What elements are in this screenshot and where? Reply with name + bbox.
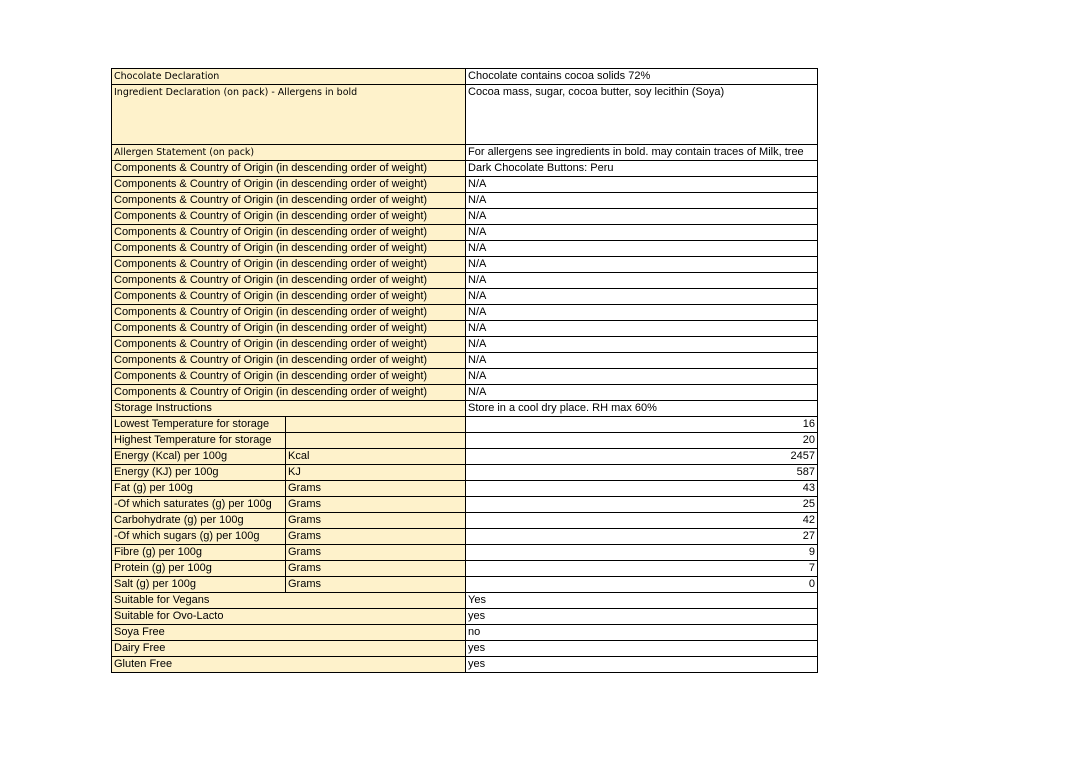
component-row-value: N/A (466, 225, 818, 241)
nutrition-row (112, 545, 818, 561)
storage-row-value: Store in a cool dry place. RH max 60% (466, 401, 818, 417)
component-row (112, 385, 818, 401)
storage-row (112, 401, 818, 417)
nutrition-row (112, 497, 818, 513)
suitability-row (112, 625, 818, 641)
component-row-value: Dark Chocolate Buttons: Peru (466, 161, 818, 177)
component-row (112, 305, 818, 321)
nutrition-row-label: Carbohydrate (g) per 100g (112, 513, 286, 529)
nutrition-row-label: -Of which sugars (g) per 100g (112, 529, 286, 545)
specification-table-body (112, 69, 818, 673)
component-row-label: Components & Country of Origin (in descending order of weight) (112, 225, 466, 241)
nutrition-row-value: 587 (466, 465, 818, 481)
component-row-value: N/A (466, 273, 818, 289)
nutrition-row-label: Energy (Kcal) per 100g (112, 449, 286, 465)
suitability-row-label: Suitable for Vegans (112, 593, 466, 609)
component-row (112, 337, 818, 353)
nutrition-row-value: 25 (466, 497, 818, 513)
nutrition-row-label: Protein (g) per 100g (112, 561, 286, 577)
temperature-row-unit (286, 417, 466, 433)
suitability-row-value: yes (466, 657, 818, 673)
component-row (112, 225, 818, 241)
header-row-value: Chocolate contains cocoa solids 72% (466, 69, 818, 85)
temperature-row (112, 417, 818, 433)
nutrition-row-value: 27 (466, 529, 818, 545)
suitability-row-label: Gluten Free (112, 657, 466, 673)
nutrition-row-value: 9 (466, 545, 818, 561)
nutrition-row-value: 7 (466, 561, 818, 577)
suitability-row-value: Yes (466, 593, 818, 609)
temperature-row-value: 20 (466, 433, 818, 449)
nutrition-row-label: Fibre (g) per 100g (112, 545, 286, 561)
component-row-value: N/A (466, 337, 818, 353)
header-row (112, 85, 818, 145)
component-row-label: Components & Country of Origin (in descending order of weight) (112, 257, 466, 273)
component-row (112, 257, 818, 273)
component-row-value: N/A (466, 305, 818, 321)
suitability-row-label: Soya Free (112, 625, 466, 641)
component-row-value: N/A (466, 321, 818, 337)
component-row-value: N/A (466, 289, 818, 305)
nutrition-row (112, 513, 818, 529)
nutrition-row (112, 449, 818, 465)
component-row-label: Components & Country of Origin (in descending order of weight) (112, 369, 466, 385)
component-row-value: N/A (466, 241, 818, 257)
nutrition-row-unit: Kcal (286, 449, 466, 465)
nutrition-row-value: 0 (466, 577, 818, 593)
nutrition-row-label: Fat (g) per 100g (112, 481, 286, 497)
component-row-label: Components & Country of Origin (in descending order of weight) (112, 305, 466, 321)
component-row-value: N/A (466, 209, 818, 225)
suitability-row (112, 593, 818, 609)
storage-row-label: Storage Instructions (112, 401, 466, 417)
component-row-value: N/A (466, 353, 818, 369)
temperature-row-unit (286, 433, 466, 449)
header-row (112, 145, 818, 161)
nutrition-row-label: Energy (KJ) per 100g (112, 465, 286, 481)
component-row-label: Components & Country of Origin (in descending order of weight) (112, 273, 466, 289)
nutrition-row-label: Salt (g) per 100g (112, 577, 286, 593)
suitability-row-value: yes (466, 641, 818, 657)
header-row-value: For allergens see ingredients in bold. may contain traces of Milk, tree (466, 145, 818, 161)
nutrition-row-value: 43 (466, 481, 818, 497)
component-row-value: N/A (466, 257, 818, 273)
component-row-label: Components & Country of Origin (in descending order of weight) (112, 193, 466, 209)
component-row (112, 321, 818, 337)
component-row-label: Components & Country of Origin (in descending order of weight) (112, 209, 466, 225)
header-row (112, 69, 818, 85)
header-row-label: Ingredient Declaration (on pack) - Allergens in bold (112, 85, 466, 145)
suitability-row (112, 641, 818, 657)
header-row-label: Allergen Statement (on pack) (112, 145, 466, 161)
nutrition-row-unit: KJ (286, 465, 466, 481)
nutrition-row-unit: Grams (286, 545, 466, 561)
nutrition-row-value: 2457 (466, 449, 818, 465)
temperature-row (112, 433, 818, 449)
temperature-row-label: Highest Temperature for storage (112, 433, 286, 449)
component-row-label: Components & Country of Origin (in descending order of weight) (112, 353, 466, 369)
component-row (112, 369, 818, 385)
suitability-row-label: Suitable for Ovo-Lacto (112, 609, 466, 625)
nutrition-row (112, 529, 818, 545)
nutrition-row-unit: Grams (286, 577, 466, 593)
suitability-row-value: yes (466, 609, 818, 625)
nutrition-row-label: -Of which saturates (g) per 100g (112, 497, 286, 513)
temperature-row-label: Lowest Temperature for storage (112, 417, 286, 433)
nutrition-row-unit: Grams (286, 513, 466, 529)
component-row (112, 353, 818, 369)
temperature-row-value: 16 (466, 417, 818, 433)
nutrition-row-unit: Grams (286, 497, 466, 513)
specification-table (111, 68, 818, 673)
nutrition-row (112, 561, 818, 577)
component-row-value: N/A (466, 193, 818, 209)
component-row-value: N/A (466, 369, 818, 385)
component-row-value: N/A (466, 177, 818, 193)
suitability-row-value: no (466, 625, 818, 641)
nutrition-row-unit: Grams (286, 481, 466, 497)
component-row (112, 161, 818, 177)
header-row-label: Chocolate Declaration (112, 69, 466, 85)
header-row-value: Cocoa mass, sugar, cocoa butter, soy lecithin (Soya) (466, 85, 818, 145)
component-row (112, 209, 818, 225)
nutrition-row-unit: Grams (286, 529, 466, 545)
nutrition-row (112, 577, 818, 593)
component-row (112, 273, 818, 289)
nutrition-row (112, 481, 818, 497)
component-row (112, 177, 818, 193)
component-row (112, 289, 818, 305)
component-row-label: Components & Country of Origin (in descending order of weight) (112, 289, 466, 305)
nutrition-row-unit: Grams (286, 561, 466, 577)
component-row-label: Components & Country of Origin (in descending order of weight) (112, 177, 466, 193)
component-row-label: Components & Country of Origin (in descending order of weight) (112, 161, 466, 177)
component-row-label: Components & Country of Origin (in descending order of weight) (112, 337, 466, 353)
nutrition-row (112, 465, 818, 481)
suitability-row (112, 657, 818, 673)
component-row-value: N/A (466, 385, 818, 401)
nutrition-row-value: 42 (466, 513, 818, 529)
suitability-row-label: Dairy Free (112, 641, 466, 657)
component-row (112, 193, 818, 209)
component-row-label: Components & Country of Origin (in descending order of weight) (112, 241, 466, 257)
component-row (112, 241, 818, 257)
component-row-label: Components & Country of Origin (in descending order of weight) (112, 321, 466, 337)
component-row-label: Components & Country of Origin (in descending order of weight) (112, 385, 466, 401)
suitability-row (112, 609, 818, 625)
